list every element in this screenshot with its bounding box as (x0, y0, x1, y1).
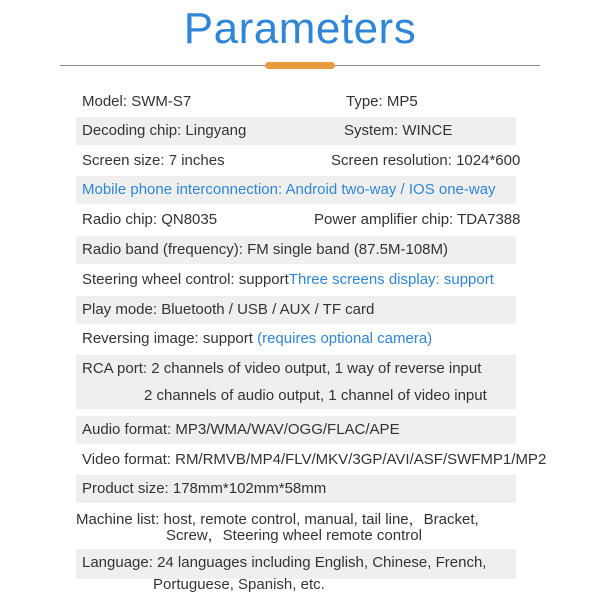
spec-row-radio-chip (76, 206, 521, 234)
spec-reversing-image: Reversing image: support (82, 330, 253, 347)
spec-row-screen (76, 147, 521, 175)
spec-play-mode: Play mode: Bluetooth / USB / AUX / TF card (82, 301, 375, 318)
title-accent-bar (265, 62, 335, 69)
spec-steering-control: Steering wheel control: support (82, 271, 289, 288)
spec-system: System: WINCE (344, 122, 453, 139)
spec-machine-list-line2: Screw，Steering wheel remote control (166, 527, 422, 544)
spec-row-language-cont (76, 576, 516, 599)
spec-audio-format: Audio format: MP3/WMA/WAV/OGG/FLAC/APE (82, 421, 400, 438)
spec-rca-line1: RCA port: 2 channels of video output, 1 way of reverse input (82, 360, 482, 377)
spec-row-model (76, 88, 516, 116)
spec-language-line1: Language: 24 languages including English, Chinese, French, (82, 554, 487, 571)
spec-row-rca (76, 355, 516, 409)
spec-screen-size: Screen size: 7 inches (82, 152, 225, 169)
spec-type: Type: MP5 (346, 93, 418, 110)
spec-amplifier-chip: Power amplifier chip: TDA7388 (314, 211, 521, 228)
spec-video-format: Video format: RM/RMVB/MP4/FLV/MKV/3GP/AVI/ASF/SWFMP1/MP2 (82, 451, 547, 468)
spec-row-product-size (76, 475, 516, 503)
spec-machine-list-line1: Machine list: host, remote control, manual, tail line，Bracket, (76, 511, 479, 528)
spec-row-steering (76, 266, 516, 294)
page-title: Parameters (183, 4, 417, 53)
spec-row-interconnection (76, 176, 516, 204)
spec-row-play-mode (76, 296, 516, 324)
spec-radio-band: Radio band (frequency): FM single band (87.5M-108M) (82, 241, 449, 258)
spec-row-machine-list (76, 508, 516, 548)
spec-three-screens: Three screens display: support (288, 271, 494, 288)
spec-model: Model: SWM-S7 (82, 93, 192, 110)
spec-decoding-chip: Decoding chip: Lingyang (82, 122, 247, 139)
spec-row-radio-band (76, 236, 516, 264)
spec-screen-resolution: Screen resolution: 1024*600 (331, 152, 521, 169)
spec-rca-line2: 2 channels of audio output, 1 channel of video input (144, 387, 487, 404)
spec-mobile-interconnection: Mobile phone interconnection: Android two-way / IOS one-way (82, 181, 496, 198)
spec-product-size: Product size: 178mm*102mm*58mm (82, 480, 327, 497)
spec-reversing-note: (requires optional camera) (257, 330, 433, 347)
spec-language-line2: Portuguese, Spanish, etc. (153, 576, 325, 593)
spec-row-reversing (76, 325, 516, 353)
spec-row-video-format (76, 446, 547, 474)
spec-row-audio-format (76, 416, 516, 444)
spec-row-language (76, 549, 516, 579)
spec-radio-chip: Radio chip: QN8035 (82, 211, 218, 228)
spec-row-decoding (76, 117, 516, 145)
